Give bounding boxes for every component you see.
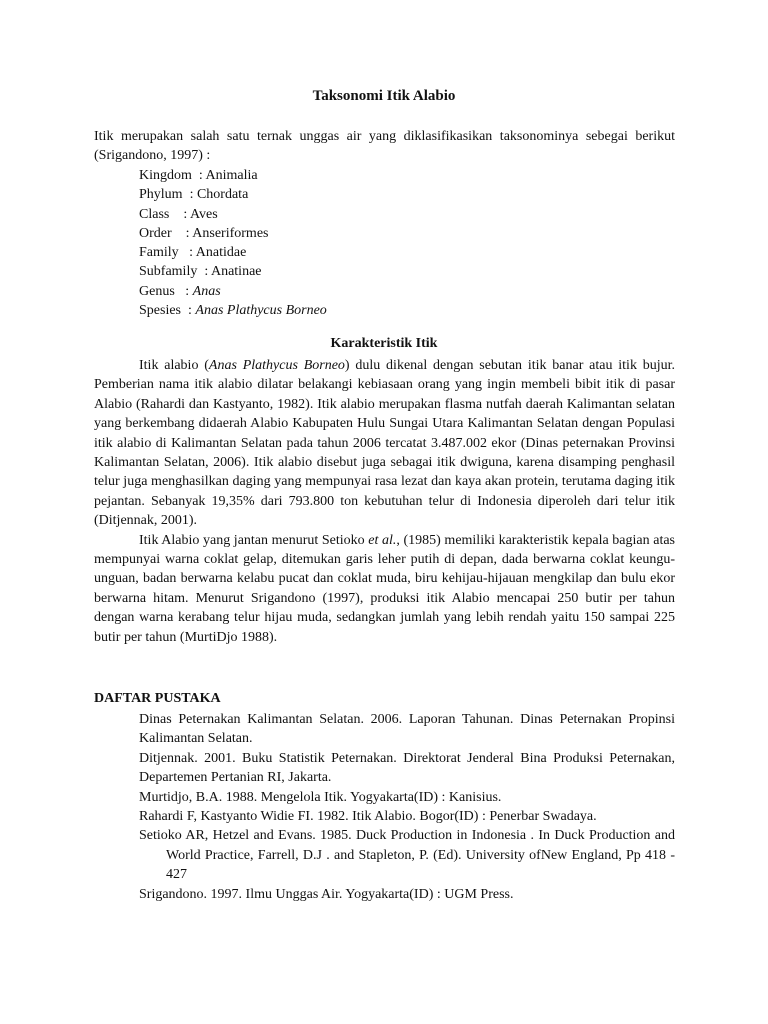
- taxonomy-row: Genus : Anas: [139, 283, 221, 299]
- reference-item: Srigandono. 1997. Ilmu Unggas Air. Yogyakarta(ID) : UGM Press.: [139, 886, 514, 902]
- reference-item: Murtidjo, B.A. 1988. Mengelola Itik. Yogyakarta(ID) : Kanisius.: [139, 789, 502, 805]
- section-heading-karakteristik: Karakteristik Itik: [330, 336, 438, 351]
- taxonomy-row: Subfamily : Anatinae: [139, 264, 262, 280]
- references-list: [139, 710, 675, 904]
- taxonomy-row: Kingdom : Animalia: [139, 168, 258, 183]
- taxonomy-list: [139, 166, 327, 320]
- taxonomy-row: Class : Aves: [139, 206, 218, 222]
- references-heading: DAFTAR PUSTAKA: [94, 691, 221, 706]
- karakteristik-paragraph-1: Itik alabio (Anas Plathycus Borneo) dulu dikenal dengan sebutan itik banar atau itik bujur. Pemberian nama itik alabio dilatar belakangi kebiasaan orang yang ingin membeli bibit itik di pasar Alabio (Rahardi dan Kastyanto, 1982). Itik alabio merupakan flasma nutfah daerah Kalimantan selatan yang berkembang didaerah Alabio Kabupaten Hulu Sungai Utara Kalimantan Selatan dengan Populasi itik alabio di Kalimantan Selatan pada tahun 2006 tercatat 3.487.002 ekor (Dinas peternakan Provinsi Kalimantan Selatan, 2006). Itik alabio disebut juga sebagai itik dwiguna, karena disamping penghasil telur juga menghasilkan daging yang mempunyai rasa lezat dan kaya akan protein, terutama daging itik pejantan. Sebanyak 19,35% dari 793.800 ton kebutuhan telur di Indonesia diperoleh dari telur itik (Ditjennak, 2001).: [94, 358, 676, 529]
- reference-item: Setioko AR, Hetzel and Evans. 1985. Duck Production in Indonesia . In Duck Production and World Practice, Farrell, D.J . and Stapleton, P. (Ed). University ofNew England, Pp 418 - 427: [139, 828, 675, 883]
- karakteristik-body: [94, 356, 675, 647]
- intro-paragraph: Itik merupakan salah satu ternak unggas air yang diklasifikasikan taksonominya sebegai berikut (Srigandono, 1997) :: [94, 129, 675, 164]
- reference-item: Ditjennak. 2001. Buku Statistik Peternakan. Direktorat Jenderal Bina Produksi Peternakan, Departemen Pertanian RI, Jakarta.: [139, 750, 675, 786]
- taxonomy-row: Phylum : Chordata: [139, 187, 249, 203]
- page-title: Taksonomi Itik Alabio: [312, 88, 456, 104]
- reference-item: Rahardi F, Kastyanto Widie FI. 1982. Itik Alabio. Bogor(ID) : Penerbar Swadaya.: [139, 809, 597, 825]
- reference-item: Dinas Peternakan Kalimantan Selatan. 2006. Laporan Tahunan. Dinas Peternakan Propinsi Kalimantan Selatan.: [139, 712, 675, 747]
- taxonomy-row: Family : Anatidae: [139, 245, 247, 261]
- karakteristik-paragraph-2: Itik Alabio yang jantan menurut Setioko et al., (1985) memiliki karakteristik kepala bagian atas mempunyai warna coklat gelap, ditemukan garis leher putih di depan, dada berwarna coklat keungu-unguan, badan berwarna kelabu pucat dan coklat muda, biru kehijau-hijauan mengkilap dan bulu ekor berwarna hitam. Menurut Srigandono (1997), produksi itik Alabio mencapai 250 butir per tahun dengan warna kerabang telur hijau muda, sedangkan jumlah yang lebih rendah yaitu 150 sampai 225 butir per tahun (MurtiDjo 1988).: [94, 532, 675, 645]
- taxonomy-row: Spesies : Anas Plathycus Borneo: [139, 303, 327, 319]
- taxonomy-row: Order : Anseriformes: [139, 225, 269, 241]
